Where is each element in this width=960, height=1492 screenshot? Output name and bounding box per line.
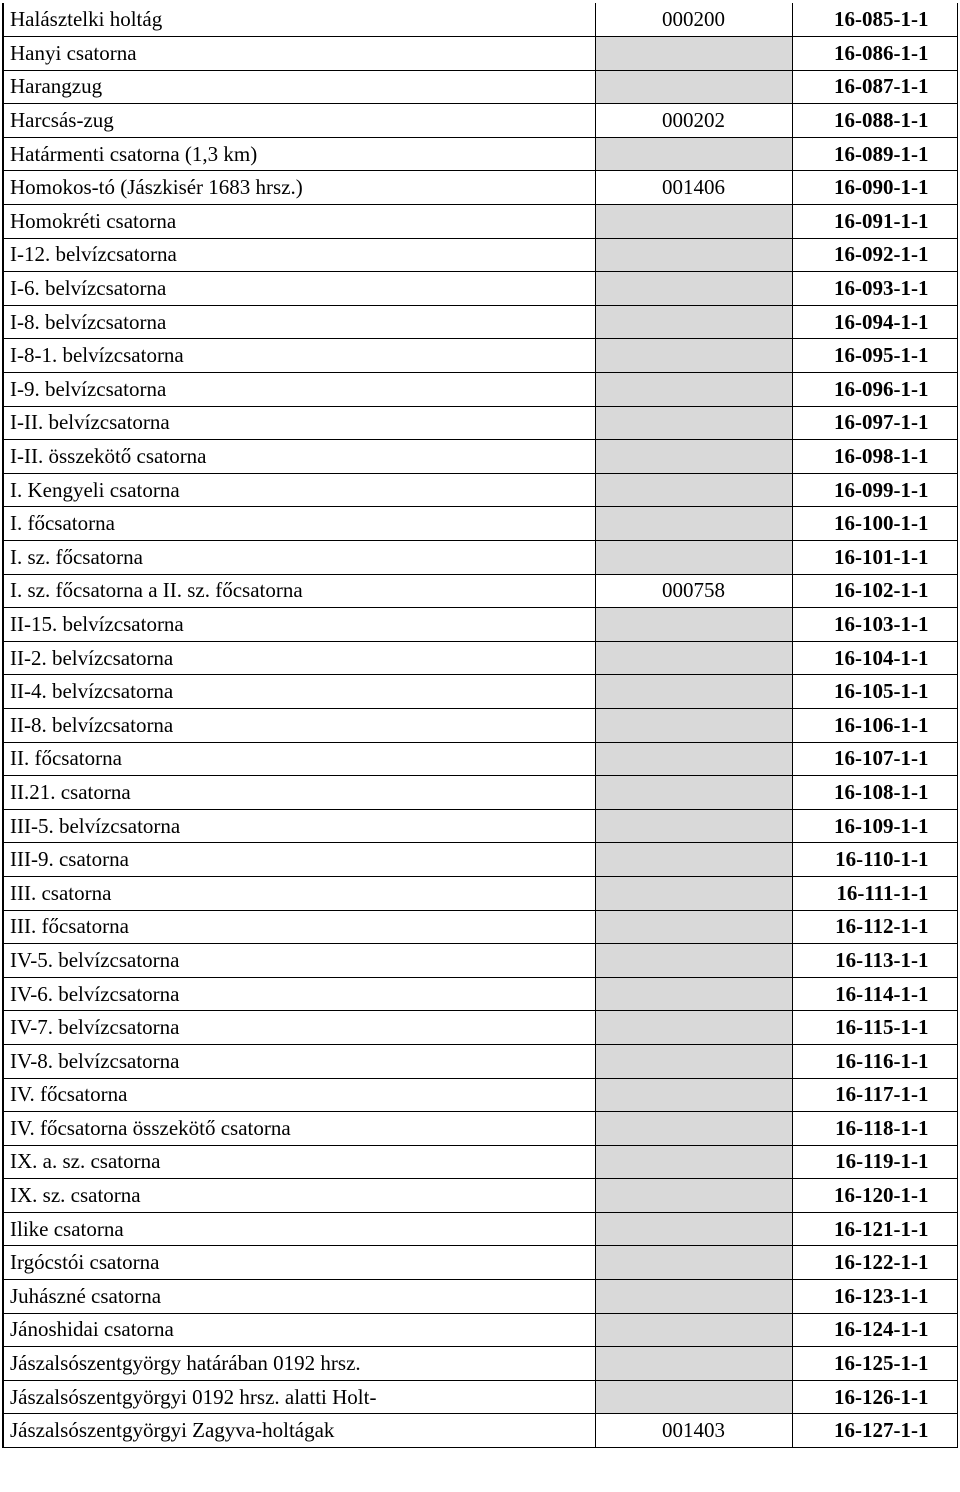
code-cell bbox=[595, 1347, 792, 1381]
table-row bbox=[3, 1011, 957, 1045]
water-name-cell: IX. sz. csatorna bbox=[3, 1179, 595, 1213]
code-cell bbox=[595, 742, 792, 776]
table-row bbox=[3, 1145, 957, 1179]
water-name-cell: II-8. belvízcsatorna bbox=[3, 708, 595, 742]
id-cell: 16-121-1-1 bbox=[792, 1212, 957, 1246]
id-cell: 16-085-1-1 bbox=[792, 3, 957, 37]
code-cell bbox=[595, 1078, 792, 1112]
water-name-cell: I-II. összekötő csatorna bbox=[3, 440, 595, 474]
id-cell: 16-107-1-1 bbox=[792, 742, 957, 776]
id-cell: 16-124-1-1 bbox=[792, 1313, 957, 1347]
water-name-cell: III. csatorna bbox=[3, 876, 595, 910]
code-cell bbox=[595, 1246, 792, 1280]
id-cell: 16-095-1-1 bbox=[792, 339, 957, 373]
table-row bbox=[3, 541, 957, 575]
code-cell bbox=[595, 70, 792, 104]
code-cell: 000202 bbox=[595, 104, 792, 138]
id-cell: 16-102-1-1 bbox=[792, 574, 957, 608]
id-cell: 16-108-1-1 bbox=[792, 776, 957, 810]
id-cell: 16-097-1-1 bbox=[792, 406, 957, 440]
id-cell: 16-103-1-1 bbox=[792, 608, 957, 642]
id-cell: 16-113-1-1 bbox=[792, 944, 957, 978]
water-name-cell: I-8. belvízcsatorna bbox=[3, 305, 595, 339]
id-cell: 16-127-1-1 bbox=[792, 1414, 957, 1448]
table-row bbox=[3, 137, 957, 171]
code-cell bbox=[595, 507, 792, 541]
water-name-cell: Juhászné csatorna bbox=[3, 1280, 595, 1314]
code-cell bbox=[595, 205, 792, 239]
code-cell bbox=[595, 137, 792, 171]
table-row bbox=[3, 1044, 957, 1078]
table-row bbox=[3, 1280, 957, 1314]
code-cell bbox=[595, 1011, 792, 1045]
water-name-cell: Jászalsószentgyörgyi Zagyva-holtágak bbox=[3, 1414, 595, 1448]
code-cell bbox=[595, 675, 792, 709]
id-cell: 16-093-1-1 bbox=[792, 272, 957, 306]
table-row bbox=[3, 272, 957, 306]
id-cell: 16-105-1-1 bbox=[792, 675, 957, 709]
table-row bbox=[3, 910, 957, 944]
code-cell bbox=[595, 541, 792, 575]
id-cell: 16-086-1-1 bbox=[792, 37, 957, 71]
code-cell bbox=[595, 440, 792, 474]
code-cell bbox=[595, 776, 792, 810]
id-cell: 16-100-1-1 bbox=[792, 507, 957, 541]
code-cell bbox=[595, 910, 792, 944]
table-row bbox=[3, 843, 957, 877]
water-name-cell: IV-5. belvízcsatorna bbox=[3, 944, 595, 978]
id-cell: 16-118-1-1 bbox=[792, 1112, 957, 1146]
code-cell bbox=[595, 876, 792, 910]
code-cell bbox=[595, 373, 792, 407]
code-cell bbox=[595, 37, 792, 71]
code-cell bbox=[595, 1380, 792, 1414]
water-name-cell: Harcsás-zug bbox=[3, 104, 595, 138]
id-cell: 16-106-1-1 bbox=[792, 708, 957, 742]
water-name-cell: IV-7. belvízcsatorna bbox=[3, 1011, 595, 1045]
water-name-cell: I. Kengyeli csatorna bbox=[3, 473, 595, 507]
table-row bbox=[3, 876, 957, 910]
water-name-cell: III-5. belvízcsatorna bbox=[3, 809, 595, 843]
code-cell bbox=[595, 339, 792, 373]
water-name-cell: Homokos-tó (Jászkisér 1683 hrsz.) bbox=[3, 171, 595, 205]
table-row bbox=[3, 305, 957, 339]
id-cell: 16-109-1-1 bbox=[792, 809, 957, 843]
code-cell bbox=[595, 1212, 792, 1246]
code-cell bbox=[595, 473, 792, 507]
id-cell: 16-120-1-1 bbox=[792, 1179, 957, 1213]
table-row bbox=[3, 205, 957, 239]
water-name-cell: II-15. belvízcsatorna bbox=[3, 608, 595, 642]
code-cell bbox=[595, 1280, 792, 1314]
code-cell bbox=[595, 1313, 792, 1347]
table-row bbox=[3, 944, 957, 978]
id-cell: 16-090-1-1 bbox=[792, 171, 957, 205]
water-name-cell: I. sz. főcsatorna bbox=[3, 541, 595, 575]
water-name-cell: IV-8. belvízcsatorna bbox=[3, 1044, 595, 1078]
id-cell: 16-104-1-1 bbox=[792, 641, 957, 675]
table-row bbox=[3, 339, 957, 373]
table-row bbox=[3, 977, 957, 1011]
table-row bbox=[3, 641, 957, 675]
id-cell: 16-098-1-1 bbox=[792, 440, 957, 474]
table-row bbox=[3, 1313, 957, 1347]
water-name-cell: Ilike csatorna bbox=[3, 1212, 595, 1246]
table-row bbox=[3, 406, 957, 440]
water-name-cell: I-12. belvízcsatorna bbox=[3, 238, 595, 272]
code-cell: 000200 bbox=[595, 3, 792, 37]
id-cell: 16-111-1-1 bbox=[792, 876, 957, 910]
water-name-cell: I. főcsatorna bbox=[3, 507, 595, 541]
water-name-cell: IV. főcsatorna bbox=[3, 1078, 595, 1112]
table-row bbox=[3, 1414, 957, 1448]
table-body bbox=[3, 3, 957, 1448]
water-name-cell: Halásztelki holtág bbox=[3, 3, 595, 37]
code-cell bbox=[595, 305, 792, 339]
water-name-cell: Irgócstói csatorna bbox=[3, 1246, 595, 1280]
code-cell bbox=[595, 809, 792, 843]
code-cell bbox=[595, 1044, 792, 1078]
table-row bbox=[3, 809, 957, 843]
water-name-cell: II-4. belvízcsatorna bbox=[3, 675, 595, 709]
table-row bbox=[3, 171, 957, 205]
water-name-cell: II. főcsatorna bbox=[3, 742, 595, 776]
table-row bbox=[3, 1246, 957, 1280]
table-row bbox=[3, 70, 957, 104]
id-cell: 16-126-1-1 bbox=[792, 1380, 957, 1414]
id-cell: 16-094-1-1 bbox=[792, 305, 957, 339]
table-row bbox=[3, 238, 957, 272]
code-cell bbox=[595, 944, 792, 978]
code-cell bbox=[595, 1145, 792, 1179]
id-cell: 16-110-1-1 bbox=[792, 843, 957, 877]
water-name-cell: Harangzug bbox=[3, 70, 595, 104]
table-row bbox=[3, 507, 957, 541]
code-cell bbox=[595, 843, 792, 877]
table-row bbox=[3, 608, 957, 642]
water-name-cell: I-II. belvízcsatorna bbox=[3, 406, 595, 440]
table-row bbox=[3, 1112, 957, 1146]
water-name-cell: Jászalsószentgyörgy határában 0192 hrsz. bbox=[3, 1347, 595, 1381]
id-cell: 16-101-1-1 bbox=[792, 541, 957, 575]
table-row bbox=[3, 1212, 957, 1246]
id-cell: 16-122-1-1 bbox=[792, 1246, 957, 1280]
water-name-cell: III. főcsatorna bbox=[3, 910, 595, 944]
id-cell: 16-115-1-1 bbox=[792, 1011, 957, 1045]
table-row bbox=[3, 776, 957, 810]
water-name-cell: IX. a. sz. csatorna bbox=[3, 1145, 595, 1179]
id-cell: 16-114-1-1 bbox=[792, 977, 957, 1011]
water-name-cell: I. sz. főcsatorna a II. sz. főcsatorna bbox=[3, 574, 595, 608]
code-cell bbox=[595, 708, 792, 742]
table-row bbox=[3, 708, 957, 742]
id-cell: 16-087-1-1 bbox=[792, 70, 957, 104]
id-cell: 16-112-1-1 bbox=[792, 910, 957, 944]
water-name-cell: II-2. belvízcsatorna bbox=[3, 641, 595, 675]
code-cell bbox=[595, 406, 792, 440]
code-cell bbox=[595, 238, 792, 272]
id-cell: 16-119-1-1 bbox=[792, 1145, 957, 1179]
table-row bbox=[3, 373, 957, 407]
table-row bbox=[3, 574, 957, 608]
id-cell: 16-116-1-1 bbox=[792, 1044, 957, 1078]
id-cell: 16-125-1-1 bbox=[792, 1347, 957, 1381]
water-name-cell: II.21. csatorna bbox=[3, 776, 595, 810]
code-cell bbox=[595, 1179, 792, 1213]
table-row bbox=[3, 1179, 957, 1213]
code-cell: 001403 bbox=[595, 1414, 792, 1448]
water-name-cell: Jászalsószentgyörgyi 0192 hrsz. alatti Holt- bbox=[3, 1380, 595, 1414]
table-row bbox=[3, 3, 957, 37]
code-cell bbox=[595, 272, 792, 306]
id-cell: 16-089-1-1 bbox=[792, 137, 957, 171]
table-row bbox=[3, 1078, 957, 1112]
table-row bbox=[3, 675, 957, 709]
water-name-cell: I-8-1. belvízcsatorna bbox=[3, 339, 595, 373]
id-cell: 16-099-1-1 bbox=[792, 473, 957, 507]
id-cell: 16-088-1-1 bbox=[792, 104, 957, 138]
id-cell: 16-092-1-1 bbox=[792, 238, 957, 272]
table-row bbox=[3, 37, 957, 71]
waterbody-table bbox=[2, 3, 958, 1448]
water-name-cell: I-9. belvízcsatorna bbox=[3, 373, 595, 407]
water-name-cell: Homokréti csatorna bbox=[3, 205, 595, 239]
water-name-cell: III-9. csatorna bbox=[3, 843, 595, 877]
id-cell: 16-117-1-1 bbox=[792, 1078, 957, 1112]
water-name-cell: Határmenti csatorna (1,3 km) bbox=[3, 137, 595, 171]
water-name-cell: IV-6. belvízcsatorna bbox=[3, 977, 595, 1011]
id-cell: 16-123-1-1 bbox=[792, 1280, 957, 1314]
table-row bbox=[3, 473, 957, 507]
water-name-cell: I-6. belvízcsatorna bbox=[3, 272, 595, 306]
water-name-cell: IV. főcsatorna összekötő csatorna bbox=[3, 1112, 595, 1146]
table-row bbox=[3, 440, 957, 474]
code-cell: 001406 bbox=[595, 171, 792, 205]
code-cell bbox=[595, 1112, 792, 1146]
code-cell bbox=[595, 977, 792, 1011]
table-row bbox=[3, 1347, 957, 1381]
id-cell: 16-091-1-1 bbox=[792, 205, 957, 239]
table-row bbox=[3, 742, 957, 776]
table-row bbox=[3, 104, 957, 138]
code-cell bbox=[595, 641, 792, 675]
water-name-cell: Jánoshidai csatorna bbox=[3, 1313, 595, 1347]
id-cell: 16-096-1-1 bbox=[792, 373, 957, 407]
table-row bbox=[3, 1380, 957, 1414]
code-cell bbox=[595, 608, 792, 642]
code-cell: 000758 bbox=[595, 574, 792, 608]
water-name-cell: Hanyi csatorna bbox=[3, 37, 595, 71]
